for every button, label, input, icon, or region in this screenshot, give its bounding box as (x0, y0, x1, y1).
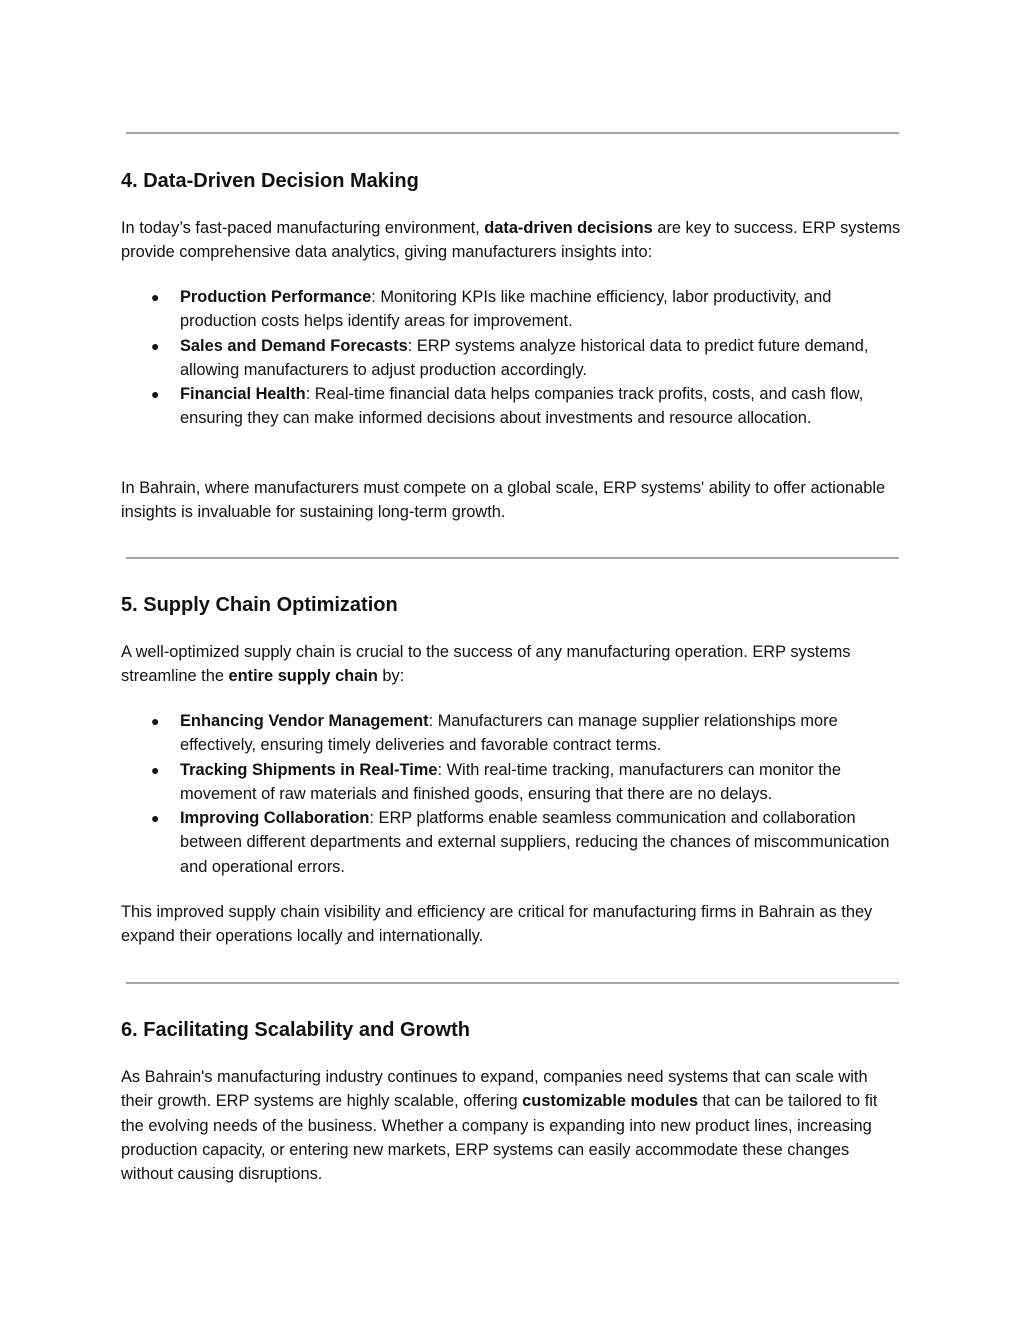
bullet-icon: ● (151, 289, 160, 305)
horizontal-rule (126, 132, 899, 134)
section-intro-paragraph: In today’s fast-paced manufacturing environment, data-driven decisions are key to success. ERP systems provide comprehensive data analytics, giving manufacturers insights into: (121, 219, 901, 262)
section-heading: 5. Supply Chain Optimization (121, 594, 398, 616)
list-item: ● Enhancing Vendor Management: Manufacturers can manage supplier relationships more effectively, ensuring timely deliveries and favorable contract terms. (121, 709, 896, 758)
list-item: ● Financial Health: Real-time financial data helps companies track profits, costs, and cash flow, ensuring they can make informed decisions about investments and resource allocation. (121, 382, 896, 431)
horizontal-rule (126, 982, 899, 984)
horizontal-rule (126, 557, 899, 559)
bullet-icon: ● (151, 337, 160, 354)
section-heading: 4. Data-Driven Decision Making (121, 170, 419, 192)
list-item: ● Sales and Demand Forecasts: ERP systems analyze historical data to predict future demand, allowing manufacturers to adjust production accordingly. (121, 334, 896, 383)
bullet-icon: ● (151, 761, 160, 778)
section-closing-paragraph: This improved supply chain visibility and efficiency are critical for manufacturing firms in Bahrain as they expand their operations locally and internationally. (121, 903, 873, 946)
section-intro-paragraph: A well-optimized supply chain is crucial to the success of any manufacturing operation. ERP systems streamline the entire supply chain by: (121, 643, 851, 686)
section-closing-paragraph: In Bahrain, where manufacturers must compete on a global scale, ERP systems' ability to offer actionable insights is invaluable for sustaining long-term growth. (121, 479, 886, 522)
list-item: ● Tracking Shipments in Real-Time: With real-time tracking, manufacturers can monitor the movement of raw materials and finished goods, ensuring that there are no delays. (121, 758, 896, 807)
bullet-icon: ● (151, 713, 160, 729)
section-intro-paragraph: As Bahrain's manufacturing industry continues to expand, companies need systems that can scale with their growth. ERP systems are highly scalable, offering customizable modules that can be tailored to fit the evolving needs of the business. Whether a company is expanding into new product lines, increasing production capacity, or entering new markets, ERP systems can easily accommodate these changes without causing disruptions. (121, 1068, 878, 1184)
list-item: ● Improving Collaboration: ERP platforms enable seamless communication and collaboration between different departments and external suppliers, reducing the chances of miscommunication and operational errors. (121, 806, 896, 879)
bullet-list (121, 709, 901, 879)
section-heading: 6. Facilitating Scalability and Growth (121, 1019, 470, 1041)
list-item: ● Production Performance: Monitoring KPIs like machine efficiency, labor productivity, and production costs helps identify areas for improvement. (121, 285, 896, 334)
bullet-icon: ● (151, 810, 160, 827)
bullet-list (121, 285, 901, 431)
bullet-icon: ● (151, 386, 160, 403)
